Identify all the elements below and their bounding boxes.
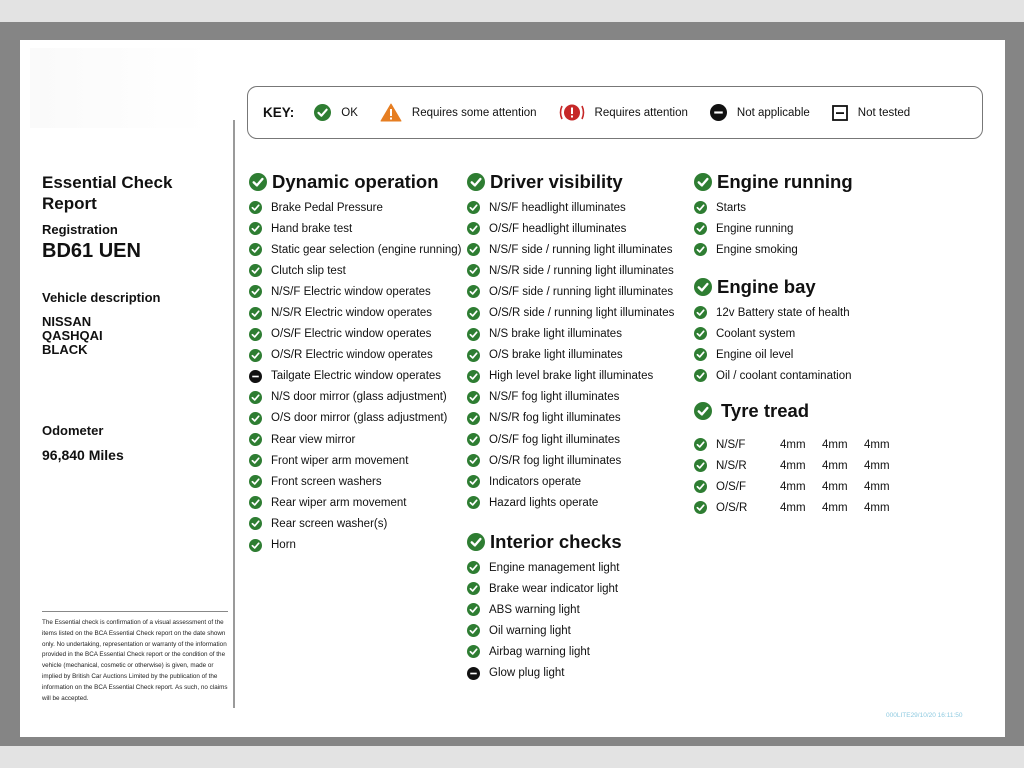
check-item-label: Static gear selection (engine running) — [271, 243, 462, 256]
ok-icon — [249, 173, 267, 191]
ok-icon — [467, 201, 480, 214]
ok-icon — [694, 222, 707, 235]
check-item-label: N/S/R fog light illuminates — [489, 412, 621, 425]
key-label-not-applicable: Not applicable — [736, 106, 810, 119]
check-item — [467, 641, 622, 662]
tyre-depth: 4mm — [822, 480, 848, 493]
tyre-depth: 4mm — [864, 459, 890, 472]
tyre-position: N/S/R — [716, 459, 747, 472]
check-item — [467, 197, 674, 218]
footer-code: 000LITE29/10/20 16:11:50 — [886, 712, 963, 719]
check-item-label: Starts — [716, 201, 747, 214]
ok-icon — [694, 369, 707, 382]
key-legend — [247, 86, 983, 139]
tyre-position: O/S/R — [716, 501, 748, 514]
check-item — [249, 450, 462, 471]
attention-icon — [559, 103, 585, 122]
ok-icon — [467, 645, 480, 658]
check-item — [467, 450, 674, 471]
check-item-label: Clutch slip test — [271, 264, 346, 277]
section-title — [249, 170, 462, 194]
ok-icon — [467, 222, 480, 235]
column-divider — [233, 120, 235, 708]
key-item-not-tested — [832, 105, 910, 121]
check-item — [694, 239, 853, 260]
ok-icon — [249, 307, 262, 320]
check-item — [249, 302, 462, 323]
registration-label: Registration — [42, 222, 118, 237]
ok-icon — [467, 624, 480, 637]
check-item — [467, 387, 674, 408]
check-item-label: O/S/F Electric window operates — [271, 328, 432, 341]
section-engine-bay — [694, 275, 852, 386]
vehicle-make: NISSAN — [42, 314, 92, 329]
key-label-ok: OK — [341, 106, 358, 119]
tyre-depth: 4mm — [864, 480, 890, 493]
key-item-not-applicable — [710, 104, 810, 121]
check-item — [467, 281, 674, 302]
ok-icon — [249, 412, 262, 425]
ok-icon — [694, 201, 707, 214]
section-title-text: Interior checks — [490, 531, 622, 552]
check-item — [249, 471, 462, 492]
ok-icon — [694, 480, 707, 493]
check-item-label: 12v Battery state of health — [716, 306, 850, 319]
ok-icon — [694, 278, 712, 296]
section-tyre-tread — [694, 399, 906, 518]
check-item-label: ABS warning light — [489, 603, 580, 616]
check-item — [467, 557, 622, 578]
check-item — [467, 324, 674, 345]
check-item-label: N/S/F Electric window operates — [271, 285, 431, 298]
tyre-row — [694, 497, 906, 518]
report-title — [42, 172, 172, 214]
registration-value: BD61 UEN — [42, 240, 141, 262]
ok-icon — [694, 402, 712, 420]
tyre-depth: 4mm — [780, 438, 806, 451]
tyre-depth: 4mm — [780, 480, 806, 493]
section-title — [467, 530, 622, 554]
check-item — [249, 324, 462, 345]
ok-icon — [467, 391, 480, 404]
ok-icon — [249, 454, 262, 467]
check-item — [249, 218, 462, 239]
check-item-label: Glow plug light — [489, 667, 565, 680]
not-applicable-icon — [710, 104, 727, 121]
check-item — [467, 599, 622, 620]
check-item-label: Engine management light — [489, 561, 620, 574]
check-item-label: O/S door mirror (glass adjustment) — [271, 412, 448, 425]
ok-icon — [467, 561, 480, 574]
ok-icon — [467, 603, 480, 616]
check-item-label: O/S/R fog light illuminates — [489, 454, 622, 467]
check-item — [249, 387, 462, 408]
ok-icon — [249, 243, 262, 256]
section-title — [694, 399, 906, 423]
check-item-label: N/S/R Electric window operates — [271, 307, 433, 320]
ok-icon — [694, 243, 707, 256]
check-item-label: Hazard lights operate — [489, 496, 599, 509]
check-item-label: Engine running — [716, 222, 794, 235]
check-item-label: Engine oil level — [716, 348, 794, 361]
ok-icon — [467, 264, 480, 277]
tyre-position: O/S/F — [716, 480, 747, 493]
ok-icon — [694, 327, 707, 340]
check-item — [249, 408, 462, 429]
section-title-text: Engine running — [717, 171, 853, 192]
ok-icon — [467, 173, 485, 191]
section-dynamic-operation — [249, 170, 462, 556]
check-item — [249, 197, 462, 218]
ok-icon — [467, 496, 480, 509]
section-title — [694, 275, 852, 299]
check-item-label: O/S/F side / running light illuminates — [489, 285, 674, 298]
section-title-text: Driver visibility — [490, 171, 623, 192]
section-title — [694, 170, 853, 194]
key-label-not-tested: Not tested — [857, 106, 911, 119]
check-item-label: N/S brake light illuminates — [489, 328, 622, 341]
section-title-text: Tyre tread — [721, 400, 810, 421]
vehicle-model: QASHQAI — [42, 328, 103, 343]
check-item-label: Horn — [271, 539, 296, 552]
key-item-attention — [559, 103, 688, 122]
check-item — [467, 345, 674, 366]
check-item — [694, 323, 852, 344]
ok-icon — [249, 201, 262, 214]
section-title — [467, 170, 674, 194]
check-item-label: N/S door mirror (glass adjustment) — [271, 391, 447, 404]
ok-icon — [694, 348, 707, 361]
check-item — [467, 620, 622, 641]
report-title-line2: Report — [42, 194, 97, 213]
check-item-label: Rear view mirror — [271, 433, 356, 446]
ok-icon — [467, 285, 480, 298]
tyre-row — [694, 476, 906, 497]
check-item-label: O/S/R Electric window operates — [271, 349, 433, 362]
check-item-label: Front wiper arm movement — [271, 454, 409, 467]
check-item-label: O/S/F headlight illuminates — [489, 222, 627, 235]
check-item — [249, 366, 462, 387]
check-item-label: Indicators operate — [489, 475, 582, 488]
check-item-label: Front screen washers — [271, 475, 382, 488]
ok-icon — [694, 173, 712, 191]
check-item-label: Brake wear indicator light — [489, 582, 619, 595]
report-title-line1: Essential Check — [42, 173, 173, 192]
ok-icon — [249, 328, 262, 341]
ok-icon — [467, 307, 480, 320]
check-item — [249, 513, 462, 534]
check-item — [249, 429, 462, 450]
some-attention-icon — [380, 103, 402, 122]
ok-icon — [467, 328, 480, 341]
check-item-label: Engine smoking — [716, 243, 798, 256]
key-item-some-attention — [380, 103, 537, 122]
section-title-text: Dynamic operation — [272, 171, 439, 192]
ok-icon — [694, 306, 707, 319]
ok-icon — [467, 582, 480, 595]
tyre-position: N/S/F — [716, 438, 746, 451]
check-item-label: N/S/F side / running light illuminates — [489, 243, 673, 256]
check-item-label: Airbag warning light — [489, 645, 591, 658]
ok-icon — [249, 539, 262, 552]
odometer-value: 96,840 Miles — [42, 447, 124, 463]
ok-icon — [314, 104, 331, 121]
check-item — [694, 218, 853, 239]
tyre-depth: 4mm — [822, 459, 848, 472]
section-interior-checks — [467, 530, 622, 684]
ok-icon — [467, 412, 480, 425]
tyre-row — [694, 455, 906, 476]
check-item-label: Brake Pedal Pressure — [271, 201, 383, 214]
check-item — [249, 345, 462, 366]
check-item — [694, 365, 852, 386]
ok-icon — [249, 285, 262, 298]
ok-icon — [467, 454, 480, 467]
check-item — [467, 578, 622, 599]
not-applicable-icon — [467, 667, 480, 680]
check-item — [467, 302, 674, 323]
ok-icon — [249, 496, 262, 509]
disclaimer-text: The Essential check is confirmation of a visual assessment of the items listed on the BCA Essential Check report on the date shown only. No undertaking, representation or warranty of the information provided in the BCA Essential Check report or the condition of the vehicle (mechanical, cosmetic or otherwise) is given, made or implied by British Car Auctions Limited by the publication of the information on the BCA Essential Check report. As such, no claims will be accepted. — [42, 611, 228, 704]
ok-icon — [467, 475, 480, 488]
check-item — [467, 408, 674, 429]
ok-icon — [694, 501, 707, 514]
ok-icon — [694, 438, 707, 451]
key-label-some-attention: Requires some attention — [411, 106, 537, 119]
section-driver-visibility — [467, 170, 674, 513]
not-tested-icon — [832, 105, 848, 121]
check-item — [467, 471, 674, 492]
key-label-attention: Requires attention — [594, 106, 688, 119]
check-item — [694, 197, 853, 218]
section-title-text: Engine bay — [717, 276, 816, 297]
ok-icon — [467, 433, 480, 446]
ok-icon — [249, 391, 262, 404]
ok-icon — [467, 349, 480, 362]
check-item — [467, 662, 622, 683]
ok-icon — [249, 264, 262, 277]
check-item — [249, 535, 462, 556]
odometer-label: Odometer — [42, 423, 104, 438]
ok-icon — [249, 517, 262, 530]
check-item-label: Rear wiper arm movement — [271, 496, 407, 509]
not-applicable-icon — [249, 370, 262, 383]
check-item-label: Oil / coolant contamination — [716, 369, 852, 382]
check-item — [467, 366, 674, 387]
check-item-label: Coolant system — [716, 327, 796, 340]
logo-area — [30, 48, 210, 128]
check-item — [467, 429, 674, 450]
check-item-label: Tailgate Electric window operates — [271, 370, 442, 383]
tyre-depth: 4mm — [864, 438, 890, 451]
tyre-depth: 4mm — [822, 438, 848, 451]
tyre-row — [694, 434, 906, 455]
check-item — [249, 260, 462, 281]
check-item-label: High level brake light illuminates — [489, 370, 654, 383]
ok-icon — [249, 475, 262, 488]
tyre-depth: 4mm — [780, 501, 806, 514]
check-item-label: Hand brake test — [271, 222, 353, 235]
ok-icon — [249, 222, 262, 235]
check-item-label: N/S/R side / running light illuminates — [489, 264, 674, 277]
ok-icon — [249, 349, 262, 362]
tyre-depth: 4mm — [864, 501, 890, 514]
vehicle-colour: BLACK — [42, 342, 88, 357]
check-item — [249, 492, 462, 513]
ok-icon — [249, 433, 262, 446]
tyre-depth: 4mm — [780, 459, 806, 472]
check-item — [467, 218, 674, 239]
check-item — [249, 239, 462, 260]
section-engine-running — [694, 170, 853, 260]
check-item-label: O/S/F fog light illuminates — [489, 433, 621, 446]
check-item — [249, 281, 462, 302]
key-item-ok — [314, 104, 358, 121]
check-item — [467, 492, 674, 513]
vehicle-description — [42, 315, 103, 357]
check-item — [694, 344, 852, 365]
key-title: KEY: — [263, 105, 295, 120]
check-item-label: N/S/F fog light illuminates — [489, 391, 620, 404]
tyre-depth: 4mm — [822, 501, 848, 514]
ok-icon — [467, 370, 480, 383]
ok-icon — [467, 533, 485, 551]
ok-icon — [694, 459, 707, 472]
check-item-label: O/S/R side / running light illuminates — [489, 307, 675, 320]
vehicle-description-label: Vehicle description — [42, 290, 161, 305]
check-item-label: N/S/F headlight illuminates — [489, 201, 626, 214]
check-item-label: Oil warning light — [489, 624, 571, 637]
check-item — [467, 239, 674, 260]
check-item-label: O/S brake light illuminates — [489, 349, 623, 362]
ok-icon — [467, 243, 480, 256]
check-item-label: Rear screen washer(s) — [271, 517, 388, 530]
check-item — [467, 260, 674, 281]
check-item — [694, 302, 852, 323]
